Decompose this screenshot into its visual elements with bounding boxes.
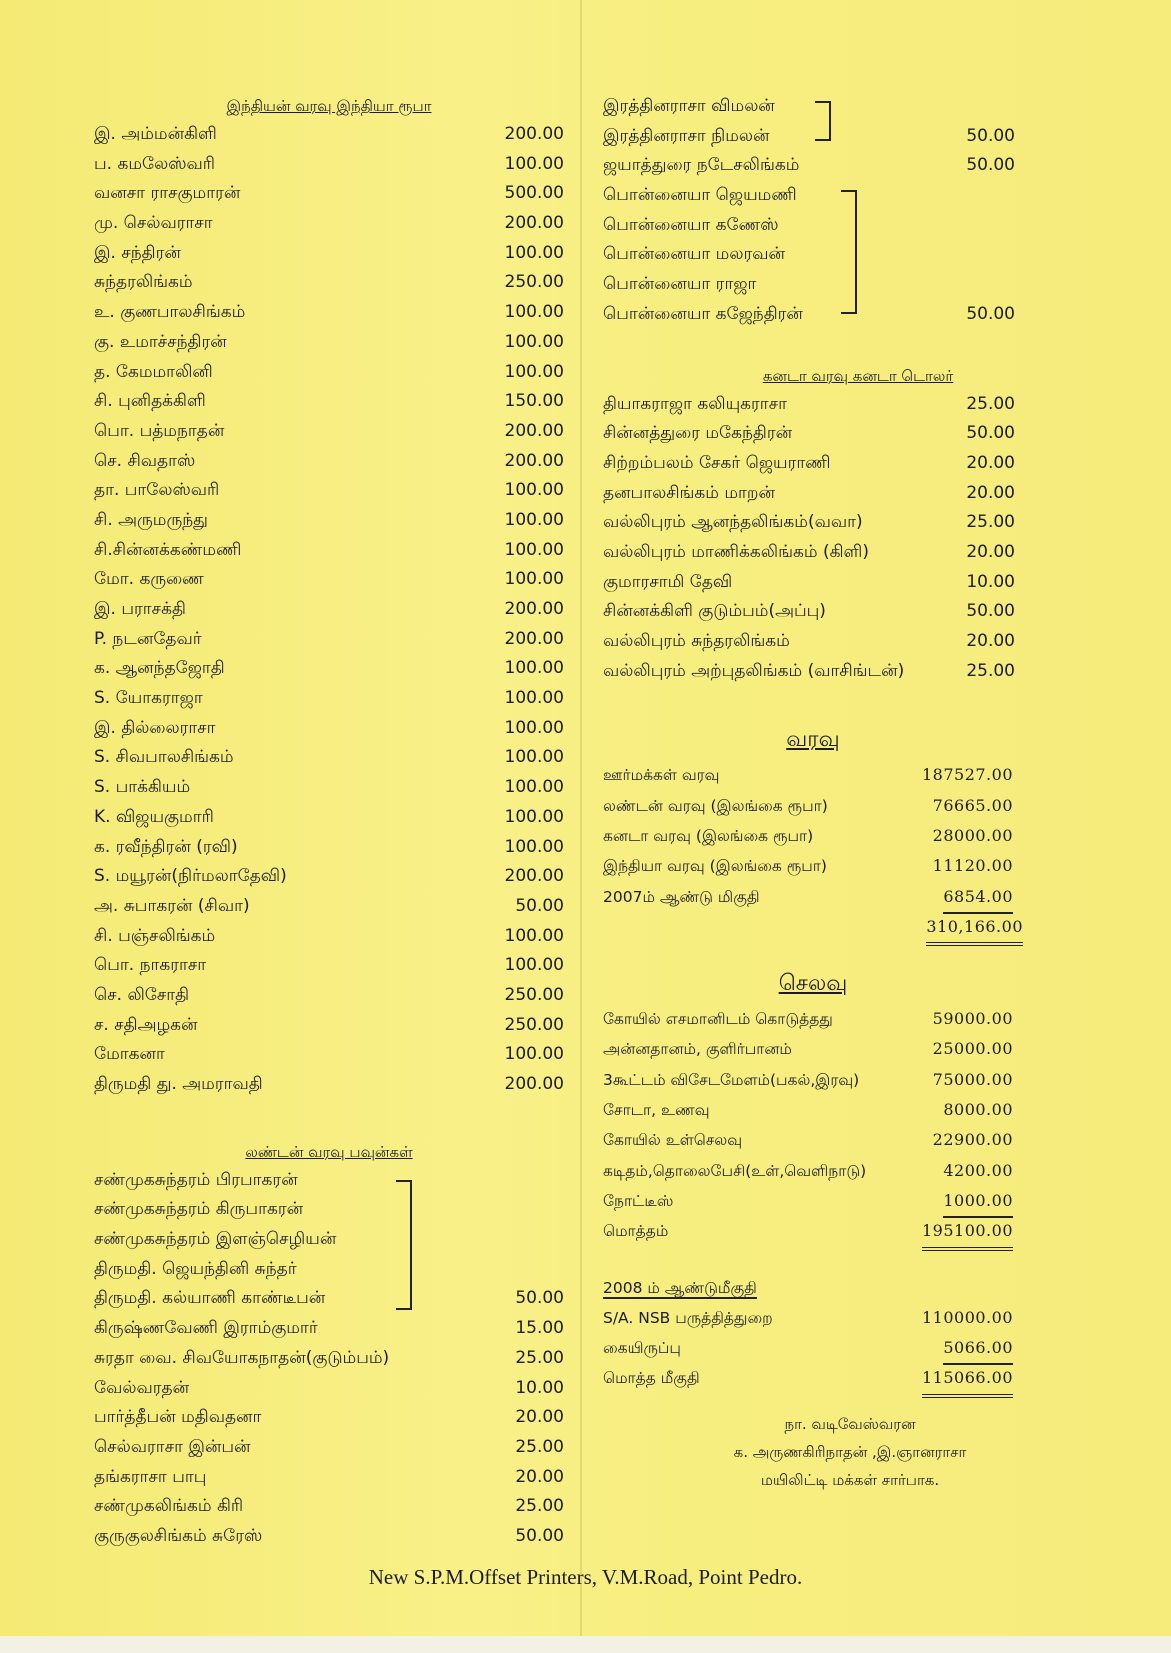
entry-name: த. கேமமாலினி	[94, 361, 213, 382]
page-fold	[580, 0, 582, 1653]
entry-row	[94, 1255, 564, 1285]
entry-amount: 110000.00	[921, 1307, 1013, 1327]
entry-amount: 20.00	[966, 482, 1015, 503]
london-continued-list	[603, 92, 1073, 330]
entry-name: சின்னத்துரை மகேந்திரன்	[603, 423, 793, 444]
income-total: 310,166.00	[926, 912, 1023, 946]
entry-row	[603, 1065, 1023, 1095]
entry-name: P. நடனதேவர்	[94, 628, 202, 649]
entry-amount: 500.00	[504, 183, 564, 204]
entry-name: இ. பராசக்தி	[94, 599, 186, 619]
entry-name: கோயில் உள்செலவு	[603, 1131, 743, 1150]
balance-heading-row	[603, 1273, 1023, 1303]
entry-row	[94, 1433, 564, 1463]
entry-name: பொ. நாகராசா	[94, 955, 207, 976]
entry-amount: 100.00	[504, 836, 564, 857]
entry-amount: 75000.00	[932, 1069, 1013, 1089]
entry-amount: 10.00	[515, 1377, 564, 1398]
entry-row	[603, 821, 1023, 851]
entry-amount: 50.00	[966, 303, 1015, 324]
entry-amount: 100.00	[504, 242, 564, 263]
entry-row	[603, 597, 1015, 627]
entry-amount: 250.00	[504, 272, 564, 293]
expense-total: 195100.00	[922, 1216, 1013, 1250]
entry-amount: 8000.00	[943, 1100, 1013, 1120]
entry-amount: 25.00	[966, 660, 1015, 681]
entry-row	[603, 1303, 1023, 1333]
entry-name: ஊர்மக்கள் வரவு	[603, 766, 720, 785]
entry-amount: 100.00	[504, 688, 564, 709]
entry-name: சின்னக்கிளி குடும்பம்(அப்பு)	[603, 601, 826, 622]
entry-name: 3கூட்டம் விசேடமேளம்(பகல்,இரவு)	[603, 1070, 860, 1089]
entry-row	[603, 657, 1015, 687]
entry-amount: 76665.00	[932, 795, 1013, 815]
entry-row	[94, 1040, 564, 1070]
entry-row	[94, 1070, 564, 1100]
entry-amount: 250.00	[504, 1014, 564, 1035]
entry-amount: 50.00	[966, 601, 1015, 622]
entry-amount: 11120.00	[932, 856, 1013, 876]
left-column	[94, 92, 564, 1552]
entry-amount: 50.00	[966, 423, 1015, 444]
entry-row	[94, 417, 564, 447]
entry-amount: 25.00	[966, 512, 1015, 533]
entry-name: இ. தில்லைராசா	[94, 717, 216, 738]
entry-amount: 25.00	[515, 1496, 564, 1517]
entry-row	[94, 833, 564, 863]
entry-name: லண்டன் வரவு (இலங்கை ரூபா)	[603, 796, 828, 815]
entry-name: வல்லிபுரம் சுந்தரலிங்கம்	[603, 631, 790, 651]
entry-row	[94, 358, 564, 388]
entry-amount: 250.00	[504, 984, 564, 1005]
expense-total-row	[603, 1216, 1023, 1246]
entry-row	[603, 538, 1015, 568]
entry-row	[603, 1004, 1023, 1034]
entry-amount: 50.00	[515, 1525, 564, 1546]
entry-name: வேல்வரதன்	[94, 1377, 190, 1398]
entry-row	[94, 1344, 564, 1374]
entry-row	[94, 387, 564, 417]
entry-row	[94, 476, 564, 506]
printer-footer: New S.P.M.Offset Printers, V.M.Road, Point Pedro.	[368, 1565, 803, 1589]
entry-amount: 22900.00	[932, 1130, 1013, 1150]
entry-row	[94, 1522, 564, 1552]
entry-row	[603, 122, 1015, 152]
expense-heading: செலவு	[778, 971, 848, 997]
entry-name: அன்னதானம், குளிர்பானம்	[603, 1040, 792, 1059]
entry-row	[94, 1166, 564, 1196]
entry-name: உ. குணபாலசிங்கம்	[94, 302, 246, 323]
entry-row	[603, 1125, 1023, 1155]
entry-amount: 100.00	[504, 806, 564, 827]
entry-amount: 4200.00	[943, 1160, 1013, 1180]
entry-row	[94, 892, 564, 922]
entry-amount: 100.00	[504, 539, 564, 560]
expense-list	[603, 1004, 1023, 1216]
entry-amount: 10.00	[966, 571, 1015, 592]
entry-row	[94, 654, 564, 684]
balance-heading: 2008 ம் ஆண்டுமீகுதி	[603, 1278, 757, 1297]
entry-amount: 25.00	[515, 1347, 564, 1368]
entry-row	[94, 268, 564, 298]
entry-name: கோயில் எசமானிடம் கொடுத்தது	[603, 1010, 833, 1029]
entry-name: மோ. கருணை	[94, 569, 204, 590]
entry-row	[94, 625, 564, 655]
balance-total: 115066.00	[922, 1363, 1013, 1397]
entry-row	[94, 506, 564, 536]
entry-row	[603, 627, 1015, 657]
expense-total-label: மொத்தம்	[603, 1222, 669, 1241]
entry-amount: 200.00	[504, 213, 564, 234]
entry-row	[603, 479, 1015, 509]
page-bottom-edge	[0, 1636, 1171, 1653]
entry-name: கனடா வரவு (இலங்கை ரூபா)	[603, 826, 814, 845]
entry-amount: 100.00	[504, 302, 564, 323]
entry-name: செ. லிசோதி	[94, 984, 190, 1005]
entry-amount: 200.00	[504, 124, 564, 144]
entry-row	[603, 791, 1023, 821]
entry-amount: 50.00	[966, 155, 1015, 176]
entry-name: இ. சந்திரன்	[94, 242, 181, 263]
entry-name: செ. சிவதாஸ்	[94, 450, 196, 471]
entry-row	[94, 1225, 564, 1255]
entry-row	[94, 951, 564, 981]
entry-row	[94, 714, 564, 744]
entry-amount: 59000.00	[932, 1009, 1013, 1029]
entry-row	[603, 151, 1015, 181]
right-column	[603, 92, 1073, 1394]
entry-amount: 150.00	[504, 391, 564, 412]
entry-name: இந்தியா வரவு (இலங்கை ரூபா)	[603, 857, 827, 876]
entry-name: சண்முகசுந்தரம் இளஞ்செழியன்	[94, 1229, 337, 1250]
entry-amount: 28000.00	[932, 825, 1013, 845]
entry-name: பொ. பத்மநாதன்	[94, 420, 225, 441]
entry-amount: 100.00	[504, 717, 564, 738]
entry-name: பார்த்தீபன் மதிவதனா	[94, 1407, 262, 1428]
entry-name: வல்லிபுரம் மாணிக்கலிங்கம் (கிளி)	[603, 541, 869, 562]
entry-name: பொன்னையா கஜேந்திரன்	[603, 303, 803, 324]
entry-amount: 25.00	[515, 1436, 564, 1457]
entry-name: சிற்றம்பலம் சேகர் ஜெயராணி	[603, 452, 831, 473]
signatories	[640, 1410, 1060, 1494]
entry-amount: 100.00	[504, 509, 564, 530]
entry-row	[94, 179, 564, 209]
entry-row	[603, 568, 1015, 598]
entry-row	[603, 181, 1015, 211]
entry-row	[94, 922, 564, 952]
entry-amount: 200.00	[504, 450, 564, 471]
entry-amount: 200.00	[504, 628, 564, 649]
entry-name: சி. புனிதக்கிளி	[94, 391, 206, 412]
entry-name: வல்லிபுரம் ஆனந்தலிங்கம்(வவா)	[603, 512, 863, 533]
entry-amount: 25000.00	[932, 1039, 1013, 1059]
entry-name: சண்முகலிங்கம் கிரி	[94, 1496, 244, 1517]
entry-name: குருகுலசிங்கம் சுரேஸ்	[94, 1525, 263, 1546]
signatory-3: மயிலிட்டி மக்கள் சார்பாக.	[760, 1471, 940, 1489]
canada-list	[603, 390, 1073, 687]
balance-list	[603, 1303, 1023, 1364]
entry-amount: 100.00	[504, 569, 564, 590]
entry-row	[94, 862, 564, 892]
entry-row	[603, 92, 1015, 122]
entry-row	[94, 1314, 564, 1344]
income-total-row	[603, 912, 1023, 942]
entry-name: S. சிவபாலசிங்கம்	[94, 747, 234, 768]
entry-amount: 200.00	[504, 420, 564, 441]
balance-total-row	[603, 1363, 1023, 1393]
entry-row	[603, 419, 1015, 449]
entry-row	[94, 298, 564, 328]
signatory-2: க. அருணகிரிநாதன் ,இ.ஞானராசா	[733, 1443, 967, 1461]
entry-amount: 50.00	[515, 1288, 564, 1309]
entry-name: கு. உமாச்சந்திரன்	[94, 331, 227, 352]
entry-amount: 20.00	[515, 1407, 564, 1428]
entry-row	[94, 536, 564, 566]
entry-name: சி.சின்னக்கண்மணி	[94, 539, 242, 560]
entry-row	[94, 1284, 564, 1314]
entry-amount: 6854.00	[943, 882, 1013, 914]
entry-name: இ. அம்மன்கிளி	[94, 124, 217, 144]
entry-name: கடிதம்,தொலைபேசி(உள்,வெளிநாடு)	[603, 1161, 867, 1180]
entry-amount: 15.00	[515, 1318, 564, 1339]
entry-amount: 100.00	[504, 955, 564, 976]
entry-name: கிருஷ்ணவேணி இராம்குமார்	[94, 1318, 318, 1339]
entry-row	[94, 743, 564, 773]
entry-name: அ. சுபாகரன் (சிவா)	[94, 895, 250, 916]
entry-amount: 200.00	[504, 599, 564, 619]
entry-name: தா. பாலேஸ்வரி	[94, 480, 220, 501]
entry-amount: 100.00	[504, 925, 564, 946]
entry-name: வல்லிபுரம் அற்புதலிங்கம் (வாசிங்டன்)	[603, 660, 905, 681]
entry-name: நோட்டீஸ்	[603, 1191, 674, 1210]
entry-name: சி. அருமருந்து	[94, 509, 208, 530]
entry-amount: 100.00	[504, 747, 564, 768]
entry-name: 2007ம் ஆண்டு மிகுதி	[603, 887, 760, 906]
entry-name: பொன்னையா மலரவன்	[603, 244, 786, 265]
entry-name: இரத்தினராசா நிமலன்	[603, 125, 770, 146]
entry-name: குமாரசாமி தேவி	[603, 571, 733, 592]
entry-name: ப. கமலேஸ்வரி	[94, 153, 215, 174]
entry-row	[603, 300, 1015, 330]
entry-amount: 100.00	[504, 777, 564, 798]
entry-row	[603, 240, 1015, 270]
entry-amount: 50.00	[515, 895, 564, 916]
entry-amount: 25.00	[966, 393, 1015, 414]
entry-name: மோகனா	[94, 1044, 165, 1065]
entry-amount: 5066.00	[943, 1333, 1013, 1365]
entry-row	[94, 803, 564, 833]
entry-row	[94, 773, 564, 803]
entry-amount: 20.00	[966, 541, 1015, 562]
entry-row	[603, 508, 1015, 538]
entry-row	[94, 328, 564, 358]
entry-name: சுரதா வை. சிவயோகநாதன்(குடும்பம்)	[94, 1347, 390, 1368]
entry-row	[603, 882, 1023, 912]
entry-name: சி. பஞ்சலிங்கம்	[94, 925, 216, 946]
entry-amount: 20.00	[515, 1466, 564, 1487]
entry-amount: 1000.00	[943, 1186, 1013, 1218]
entry-amount: 100.00	[504, 361, 564, 382]
entry-name: வனசா ராசகுமாரன்	[94, 183, 241, 204]
balance-total-label: மொத்த மீகுதி	[603, 1369, 700, 1388]
entry-name: க. ஆனந்தஜோதி	[94, 658, 225, 679]
entry-row	[94, 150, 564, 180]
signatory-1: நா. வடிவேஸ்வரன	[784, 1415, 916, 1433]
entry-name: S. யோகராஜா	[94, 688, 203, 709]
entry-name: திருமதி து. அமராவதி	[94, 1074, 263, 1094]
entry-name: மு. செல்வராசா	[94, 213, 213, 234]
entry-name: பொன்னையா ராஜா	[603, 274, 757, 295]
entry-row	[603, 1034, 1023, 1064]
entry-name: க. ரவீந்திரன் (ரவி)	[94, 836, 238, 857]
entry-row	[603, 1333, 1023, 1363]
entry-name: S. பாக்கியம்	[94, 777, 191, 798]
entry-row	[603, 270, 1015, 300]
entry-amount: 100.00	[504, 153, 564, 174]
entry-amount: 20.00	[966, 452, 1015, 473]
entry-row	[94, 209, 564, 239]
entry-row	[94, 1463, 564, 1493]
entry-name: தங்கராசா பாபு	[94, 1466, 207, 1487]
entry-amount: 100.00	[504, 331, 564, 352]
entry-row	[603, 760, 1023, 790]
india-heading: இந்தியன் வரவு இந்தியா ரூபா	[226, 97, 432, 115]
entry-amount: 100.00	[504, 658, 564, 679]
entry-name: சண்முகசுந்தரம் கிருபாகரன்	[94, 1199, 304, 1220]
entry-name: S/A. NSB பருத்தித்துறை	[603, 1308, 773, 1327]
entry-name: பொன்னையா கணேஸ்	[603, 214, 779, 235]
entry-name: கையிருப்பு	[603, 1339, 681, 1358]
entry-name: திருமதி. ஜெயந்தினி சுந்தர்	[94, 1258, 297, 1279]
income-heading: வரவு	[786, 727, 840, 753]
entry-amount: 100.00	[504, 1044, 564, 1065]
entry-row	[94, 1195, 564, 1225]
entry-row	[603, 390, 1015, 420]
entry-row	[603, 449, 1015, 479]
entry-name: இரத்தினராசா விமலன்	[603, 96, 775, 116]
entry-row	[94, 1011, 564, 1041]
london-heading: லண்டன் வரவு பவுன்கள்	[245, 1142, 413, 1161]
canada-heading: கனடா வரவு கனடா டொலர்	[762, 366, 954, 385]
entry-row	[94, 595, 564, 625]
entry-row	[94, 1492, 564, 1522]
entry-name: S. மயூரன்(நிர்மலாதேவி)	[94, 866, 287, 887]
entry-row	[603, 1095, 1023, 1125]
entry-row	[94, 239, 564, 269]
london-list	[94, 1166, 564, 1552]
entry-amount: 200.00	[504, 866, 564, 887]
entry-row	[603, 1186, 1023, 1216]
entry-name: பொன்னையா ஜெயமணி	[603, 185, 797, 206]
entry-name: செல்வராசா இன்பன்	[94, 1436, 251, 1457]
entry-row	[94, 684, 564, 714]
entry-name: ஜயாத்துரை நடேசலிங்கம்	[603, 155, 800, 176]
entry-row	[603, 1156, 1023, 1186]
entry-name: K. விஜயகுமாரி	[94, 806, 214, 827]
entry-row	[94, 447, 564, 477]
entry-row	[94, 981, 564, 1011]
entry-row	[94, 565, 564, 595]
entry-name: ச. சதிஅழகன்	[94, 1014, 198, 1035]
entry-row	[94, 120, 564, 150]
entry-row	[94, 1374, 564, 1404]
entry-amount: 20.00	[966, 631, 1015, 651]
entry-name: சண்முகசுந்தரம் பிரபாகரன்	[94, 1169, 298, 1190]
entry-amount: 50.00	[966, 125, 1015, 146]
entry-name: சோடா, உணவு	[603, 1101, 710, 1120]
entry-name: தியாகராஜா கலியுகராசா	[603, 393, 787, 414]
entry-name: திருமதி. கல்யாணி காண்டீபன்	[94, 1288, 326, 1309]
india-list	[94, 120, 564, 1100]
entry-row	[603, 211, 1015, 241]
entry-amount: 200.00	[504, 1074, 564, 1094]
entry-name: தனபாலசிங்கம் மாறன்	[603, 482, 775, 503]
entry-row	[94, 1403, 564, 1433]
entry-amount: 187527.00	[921, 765, 1013, 785]
income-list	[603, 760, 1023, 911]
entry-amount: 100.00	[504, 480, 564, 501]
entry-name: சுந்தரலிங்கம்	[94, 272, 193, 293]
entry-row	[603, 851, 1023, 881]
